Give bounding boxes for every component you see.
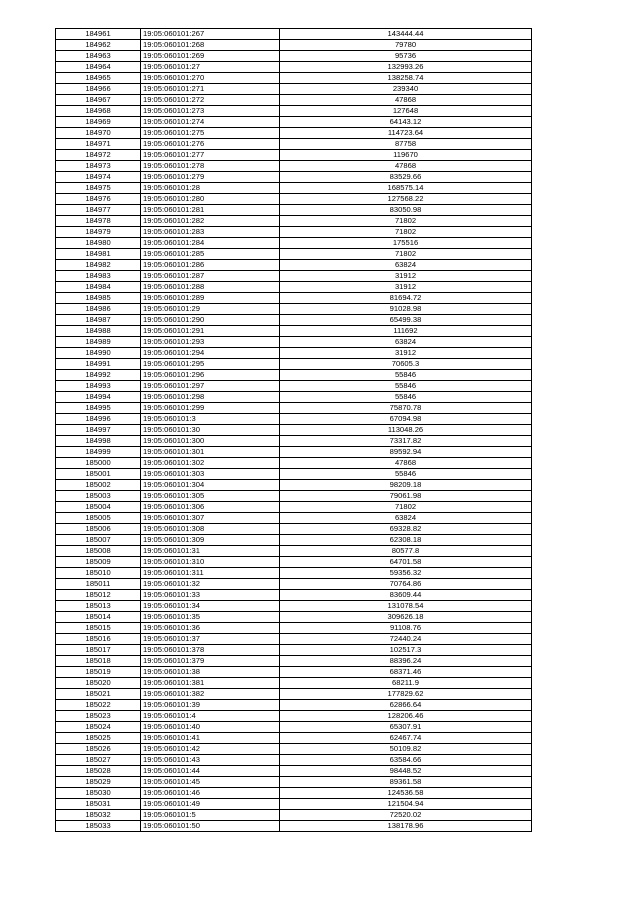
table-row	[56, 348, 532, 359]
cadastral-number-cell: 19:05:060101:27	[141, 62, 280, 73]
row-number-cell: 185019	[56, 667, 141, 678]
value-cell: 127568.22	[280, 194, 532, 205]
table-row	[56, 678, 532, 689]
row-number-cell: 184998	[56, 436, 141, 447]
value-cell: 47868	[280, 458, 532, 469]
row-number-cell: 184962	[56, 40, 141, 51]
row-number-cell: 185028	[56, 766, 141, 777]
cadastral-number-cell: 19:05:060101:40	[141, 722, 280, 733]
row-number-cell: 184997	[56, 425, 141, 436]
value-cell: 80577.8	[280, 546, 532, 557]
value-cell: 88396.24	[280, 656, 532, 667]
value-cell: 89592.94	[280, 447, 532, 458]
row-number-cell: 184968	[56, 106, 141, 117]
row-number-cell: 185030	[56, 788, 141, 799]
cadastral-number-cell: 19:05:060101:43	[141, 755, 280, 766]
value-cell: 71802	[280, 227, 532, 238]
table-row	[56, 359, 532, 370]
table-row	[56, 216, 532, 227]
value-cell: 175516	[280, 238, 532, 249]
cadastral-number-cell: 19:05:060101:304	[141, 480, 280, 491]
table-row	[56, 73, 532, 84]
value-cell: 102517.3	[280, 645, 532, 656]
row-number-cell: 185014	[56, 612, 141, 623]
cadastral-number-cell: 19:05:060101:290	[141, 315, 280, 326]
cadastral-number-cell: 19:05:060101:293	[141, 337, 280, 348]
cadastral-number-cell: 19:05:060101:283	[141, 227, 280, 238]
table-row	[56, 711, 532, 722]
value-cell: 89361.58	[280, 777, 532, 788]
table-row	[56, 568, 532, 579]
table-row	[56, 788, 532, 799]
value-cell: 91108.76	[280, 623, 532, 634]
cadastral-number-cell: 19:05:060101:275	[141, 128, 280, 139]
table-row	[56, 590, 532, 601]
table-row	[56, 326, 532, 337]
table-body	[56, 29, 532, 832]
value-cell: 71802	[280, 249, 532, 260]
table-row	[56, 689, 532, 700]
cadastral-number-cell: 19:05:060101:288	[141, 282, 280, 293]
cadastral-number-cell: 19:05:060101:382	[141, 689, 280, 700]
cadastral-number-cell: 19:05:060101:268	[141, 40, 280, 51]
cadastral-number-cell: 19:05:060101:298	[141, 392, 280, 403]
table-row	[56, 337, 532, 348]
table-row	[56, 480, 532, 491]
cadastral-number-cell: 19:05:060101:301	[141, 447, 280, 458]
table-row	[56, 612, 532, 623]
row-number-cell: 185005	[56, 513, 141, 524]
row-number-cell: 185023	[56, 711, 141, 722]
cadastral-number-cell: 19:05:060101:270	[141, 73, 280, 84]
row-number-cell: 185021	[56, 689, 141, 700]
table-row	[56, 414, 532, 425]
value-cell: 64701.58	[280, 557, 532, 568]
row-number-cell: 184970	[56, 128, 141, 139]
cadastral-number-cell: 19:05:060101:271	[141, 84, 280, 95]
table-row	[56, 139, 532, 150]
row-number-cell: 185010	[56, 568, 141, 579]
table-row	[56, 535, 532, 546]
cadastral-number-cell: 19:05:060101:306	[141, 502, 280, 513]
table-row	[56, 579, 532, 590]
table-row	[56, 557, 532, 568]
row-number-cell: 184977	[56, 205, 141, 216]
value-cell: 73317.82	[280, 436, 532, 447]
cadastral-number-cell: 19:05:060101:291	[141, 326, 280, 337]
value-cell: 68371.46	[280, 667, 532, 678]
table-row	[56, 667, 532, 678]
table-row	[56, 777, 532, 788]
value-cell: 62308.18	[280, 535, 532, 546]
table-row	[56, 205, 532, 216]
table-row	[56, 315, 532, 326]
cadastral-number-cell: 19:05:060101:307	[141, 513, 280, 524]
table-row	[56, 403, 532, 414]
cadastral-number-cell: 19:05:060101:286	[141, 260, 280, 271]
row-number-cell: 185027	[56, 755, 141, 766]
value-cell: 79780	[280, 40, 532, 51]
table-row	[56, 623, 532, 634]
value-cell: 31912	[280, 348, 532, 359]
row-number-cell: 185006	[56, 524, 141, 535]
table-row	[56, 62, 532, 73]
cadastral-number-cell: 19:05:060101:297	[141, 381, 280, 392]
table-row	[56, 84, 532, 95]
value-cell: 143444.44	[280, 29, 532, 40]
value-cell: 83529.66	[280, 172, 532, 183]
value-cell: 55846	[280, 469, 532, 480]
row-number-cell: 184990	[56, 348, 141, 359]
value-cell: 95736	[280, 51, 532, 62]
cadastral-number-cell: 19:05:060101:289	[141, 293, 280, 304]
cadastral-number-cell: 19:05:060101:305	[141, 491, 280, 502]
cadastral-number-cell: 19:05:060101:296	[141, 370, 280, 381]
value-cell: 124536.58	[280, 788, 532, 799]
cadastral-number-cell: 19:05:060101:287	[141, 271, 280, 282]
value-cell: 59356.32	[280, 568, 532, 579]
cadastral-number-cell: 19:05:060101:379	[141, 656, 280, 667]
table-row	[56, 117, 532, 128]
cadastral-number-cell: 19:05:060101:29	[141, 304, 280, 315]
row-number-cell: 184961	[56, 29, 141, 40]
value-cell: 63584.66	[280, 755, 532, 766]
row-number-cell: 184967	[56, 95, 141, 106]
cadastral-number-cell: 19:05:060101:303	[141, 469, 280, 480]
table-row	[56, 95, 532, 106]
row-number-cell: 184973	[56, 161, 141, 172]
value-cell: 81694.72	[280, 293, 532, 304]
row-number-cell: 184991	[56, 359, 141, 370]
cadastral-number-cell: 19:05:060101:30	[141, 425, 280, 436]
cadastral-number-cell: 19:05:060101:4	[141, 711, 280, 722]
value-cell: 72520.02	[280, 810, 532, 821]
table-row	[56, 194, 532, 205]
value-cell: 79061.98	[280, 491, 532, 502]
row-number-cell: 184985	[56, 293, 141, 304]
value-cell: 111692	[280, 326, 532, 337]
table-row	[56, 293, 532, 304]
row-number-cell: 185015	[56, 623, 141, 634]
cadastral-number-cell: 19:05:060101:267	[141, 29, 280, 40]
table-row	[56, 128, 532, 139]
row-number-cell: 184995	[56, 403, 141, 414]
table-row	[56, 733, 532, 744]
value-cell: 72440.24	[280, 634, 532, 645]
table-row	[56, 458, 532, 469]
value-cell: 131078.54	[280, 601, 532, 612]
value-cell: 55846	[280, 381, 532, 392]
cadastral-number-cell: 19:05:060101:276	[141, 139, 280, 150]
row-number-cell: 185003	[56, 491, 141, 502]
table-row	[56, 524, 532, 535]
value-cell: 47868	[280, 95, 532, 106]
row-number-cell: 184979	[56, 227, 141, 238]
cadastral-number-cell: 19:05:060101:44	[141, 766, 280, 777]
table-row	[56, 392, 532, 403]
cadastral-number-cell: 19:05:060101:378	[141, 645, 280, 656]
value-cell: 98448.52	[280, 766, 532, 777]
row-number-cell: 184983	[56, 271, 141, 282]
cadastral-number-cell: 19:05:060101:37	[141, 634, 280, 645]
table-row	[56, 700, 532, 711]
cadastral-number-cell: 19:05:060101:31	[141, 546, 280, 557]
cadastral-number-cell: 19:05:060101:38	[141, 667, 280, 678]
row-number-cell: 184996	[56, 414, 141, 425]
value-cell: 31912	[280, 282, 532, 293]
value-cell: 62866.64	[280, 700, 532, 711]
row-number-cell: 185024	[56, 722, 141, 733]
row-number-cell: 185000	[56, 458, 141, 469]
table-row	[56, 722, 532, 733]
cadastral-number-cell: 19:05:060101:274	[141, 117, 280, 128]
row-number-cell: 185032	[56, 810, 141, 821]
row-number-cell: 185009	[56, 557, 141, 568]
table-row	[56, 744, 532, 755]
table-row	[56, 645, 532, 656]
cadastral-number-cell: 19:05:060101:282	[141, 216, 280, 227]
value-cell: 128206.46	[280, 711, 532, 722]
value-cell: 177829.62	[280, 689, 532, 700]
cadastral-number-cell: 19:05:060101:280	[141, 194, 280, 205]
row-number-cell: 185018	[56, 656, 141, 667]
value-cell: 127648	[280, 106, 532, 117]
table-row	[56, 238, 532, 249]
table-row	[56, 799, 532, 810]
table-row	[56, 370, 532, 381]
cadastral-number-cell: 19:05:060101:39	[141, 700, 280, 711]
row-number-cell: 184994	[56, 392, 141, 403]
table-row	[56, 436, 532, 447]
value-cell: 63824	[280, 337, 532, 348]
row-number-cell: 184981	[56, 249, 141, 260]
value-cell: 98209.18	[280, 480, 532, 491]
row-number-cell: 184974	[56, 172, 141, 183]
cadastral-number-cell: 19:05:060101:299	[141, 403, 280, 414]
row-number-cell: 184965	[56, 73, 141, 84]
row-number-cell: 184982	[56, 260, 141, 271]
cadastral-number-cell: 19:05:060101:302	[141, 458, 280, 469]
cadastral-number-cell: 19:05:060101:277	[141, 150, 280, 161]
table-row	[56, 469, 532, 480]
cadastral-number-cell: 19:05:060101:45	[141, 777, 280, 788]
row-number-cell: 184987	[56, 315, 141, 326]
value-cell: 132993.26	[280, 62, 532, 73]
value-cell: 69328.82	[280, 524, 532, 535]
row-number-cell: 184999	[56, 447, 141, 458]
row-number-cell: 184964	[56, 62, 141, 73]
table-row	[56, 260, 532, 271]
cadastral-number-cell: 19:05:060101:33	[141, 590, 280, 601]
table-row	[56, 656, 532, 667]
value-cell: 64143.12	[280, 117, 532, 128]
value-cell: 119670	[280, 150, 532, 161]
table-row	[56, 40, 532, 51]
row-number-cell: 185033	[56, 821, 141, 832]
cadastral-number-cell: 19:05:060101:3	[141, 414, 280, 425]
row-number-cell: 185012	[56, 590, 141, 601]
value-cell: 63824	[280, 513, 532, 524]
cadastral-number-cell: 19:05:060101:308	[141, 524, 280, 535]
value-cell: 309626.18	[280, 612, 532, 623]
value-cell: 65307.91	[280, 722, 532, 733]
value-cell: 68211.9	[280, 678, 532, 689]
table-row	[56, 249, 532, 260]
cadastral-number-cell: 19:05:060101:309	[141, 535, 280, 546]
table-row	[56, 304, 532, 315]
row-number-cell: 185002	[56, 480, 141, 491]
cadastral-number-cell: 19:05:060101:28	[141, 183, 280, 194]
row-number-cell: 185029	[56, 777, 141, 788]
row-number-cell: 185001	[56, 469, 141, 480]
value-cell: 55846	[280, 392, 532, 403]
table-row	[56, 634, 532, 645]
row-number-cell: 185020	[56, 678, 141, 689]
table-row	[56, 161, 532, 172]
row-number-cell: 184971	[56, 139, 141, 150]
table-row	[56, 172, 532, 183]
row-number-cell: 185013	[56, 601, 141, 612]
row-number-cell: 185011	[56, 579, 141, 590]
row-number-cell: 185025	[56, 733, 141, 744]
row-number-cell: 184984	[56, 282, 141, 293]
table-row	[56, 150, 532, 161]
table-row	[56, 447, 532, 458]
cadastral-number-cell: 19:05:060101:42	[141, 744, 280, 755]
value-cell: 47868	[280, 161, 532, 172]
row-number-cell: 185017	[56, 645, 141, 656]
table-row	[56, 51, 532, 62]
value-cell: 70764.86	[280, 579, 532, 590]
value-cell: 91028.98	[280, 304, 532, 315]
value-cell: 70605.3	[280, 359, 532, 370]
cadastral-number-cell: 19:05:060101:46	[141, 788, 280, 799]
value-cell: 71802	[280, 502, 532, 513]
cadastral-number-cell: 19:05:060101:49	[141, 799, 280, 810]
value-cell: 138258.74	[280, 73, 532, 84]
cadastral-number-cell: 19:05:060101:381	[141, 678, 280, 689]
value-cell: 55846	[280, 370, 532, 381]
row-number-cell: 184978	[56, 216, 141, 227]
row-number-cell: 184969	[56, 117, 141, 128]
row-number-cell: 184976	[56, 194, 141, 205]
table-row	[56, 381, 532, 392]
table-row	[56, 183, 532, 194]
table-row	[56, 546, 532, 557]
row-number-cell: 184966	[56, 84, 141, 95]
row-number-cell: 185026	[56, 744, 141, 755]
row-number-cell: 184988	[56, 326, 141, 337]
value-cell: 31912	[280, 271, 532, 282]
cadastral-number-cell: 19:05:060101:50	[141, 821, 280, 832]
cadastral-number-cell: 19:05:060101:311	[141, 568, 280, 579]
cadastral-number-cell: 19:05:060101:41	[141, 733, 280, 744]
value-cell: 113048.26	[280, 425, 532, 436]
value-cell: 71802	[280, 216, 532, 227]
row-number-cell: 184993	[56, 381, 141, 392]
cadastral-number-cell: 19:05:060101:36	[141, 623, 280, 634]
row-number-cell: 185022	[56, 700, 141, 711]
cadastral-number-cell: 19:05:060101:35	[141, 612, 280, 623]
row-number-cell: 184986	[56, 304, 141, 315]
value-cell: 75870.78	[280, 403, 532, 414]
table-row	[56, 513, 532, 524]
value-cell: 50109.82	[280, 744, 532, 755]
table-row	[56, 29, 532, 40]
row-number-cell: 184972	[56, 150, 141, 161]
cadastral-number-cell: 19:05:060101:294	[141, 348, 280, 359]
table-row	[56, 282, 532, 293]
value-cell: 65499.38	[280, 315, 532, 326]
cadastral-number-cell: 19:05:060101:32	[141, 579, 280, 590]
cadastral-number-cell: 19:05:060101:34	[141, 601, 280, 612]
table-row	[56, 425, 532, 436]
cadastral-number-cell: 19:05:060101:272	[141, 95, 280, 106]
table-row	[56, 601, 532, 612]
table-row	[56, 491, 532, 502]
table-row	[56, 821, 532, 832]
table-row	[56, 106, 532, 117]
table-row	[56, 766, 532, 777]
row-number-cell: 184963	[56, 51, 141, 62]
row-number-cell: 184992	[56, 370, 141, 381]
value-cell: 63824	[280, 260, 532, 271]
value-cell: 239340	[280, 84, 532, 95]
value-cell: 62467.74	[280, 733, 532, 744]
cadastral-number-cell: 19:05:060101:5	[141, 810, 280, 821]
data-table	[55, 28, 532, 832]
cadastral-number-cell: 19:05:060101:279	[141, 172, 280, 183]
value-cell: 138178.96	[280, 821, 532, 832]
cadastral-number-cell: 19:05:060101:278	[141, 161, 280, 172]
row-number-cell: 185031	[56, 799, 141, 810]
value-cell: 87758	[280, 139, 532, 150]
cadastral-number-cell: 19:05:060101:295	[141, 359, 280, 370]
table-row	[56, 227, 532, 238]
row-number-cell: 185004	[56, 502, 141, 513]
table-row	[56, 271, 532, 282]
cadastral-number-cell: 19:05:060101:285	[141, 249, 280, 260]
row-number-cell: 184989	[56, 337, 141, 348]
cadastral-number-cell: 19:05:060101:310	[141, 557, 280, 568]
cadastral-number-cell: 19:05:060101:269	[141, 51, 280, 62]
row-number-cell: 185016	[56, 634, 141, 645]
value-cell: 83050.98	[280, 205, 532, 216]
cadastral-number-cell: 19:05:060101:300	[141, 436, 280, 447]
table-row	[56, 755, 532, 766]
value-cell: 114723.64	[280, 128, 532, 139]
table-row	[56, 502, 532, 513]
row-number-cell: 184975	[56, 183, 141, 194]
value-cell: 121504.94	[280, 799, 532, 810]
cadastral-number-cell: 19:05:060101:281	[141, 205, 280, 216]
cadastral-number-cell: 19:05:060101:273	[141, 106, 280, 117]
row-number-cell: 184980	[56, 238, 141, 249]
value-cell: 83609.44	[280, 590, 532, 601]
row-number-cell: 185007	[56, 535, 141, 546]
value-cell: 67094.98	[280, 414, 532, 425]
table-row	[56, 810, 532, 821]
cadastral-number-cell: 19:05:060101:284	[141, 238, 280, 249]
value-cell: 168575.14	[280, 183, 532, 194]
row-number-cell: 185008	[56, 546, 141, 557]
